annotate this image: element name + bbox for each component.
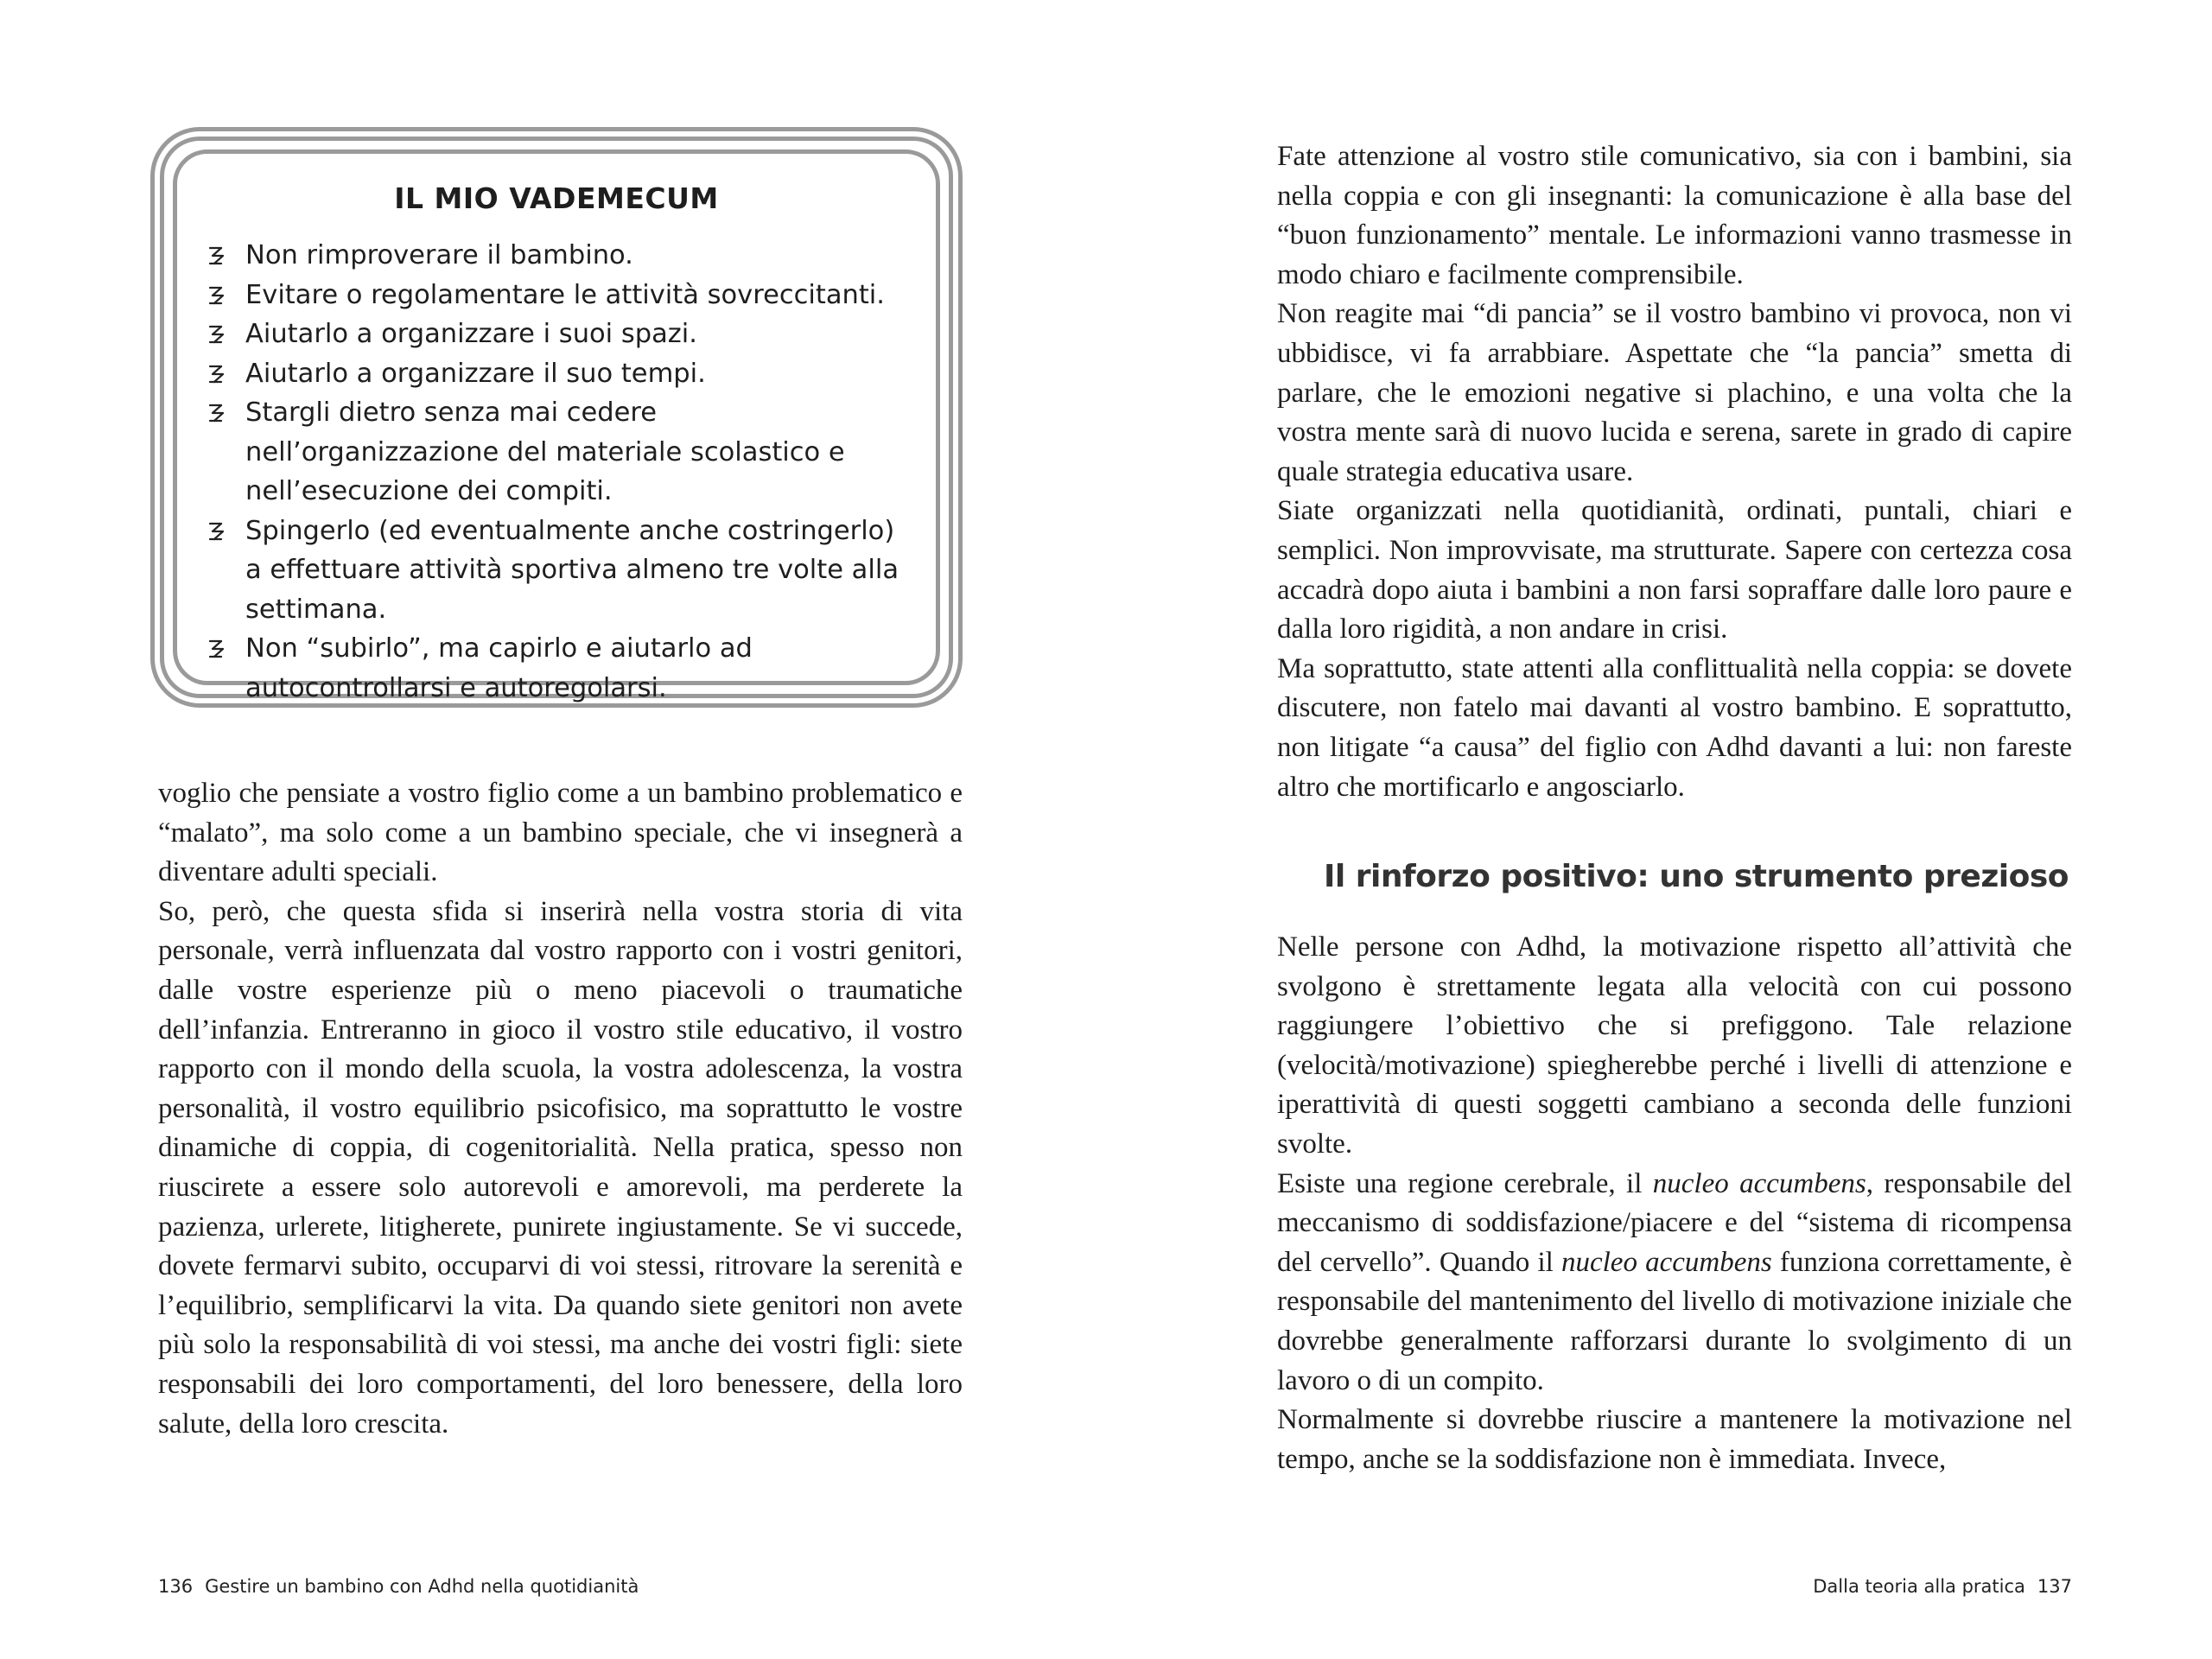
- bolt-arrow-icon: [207, 245, 228, 266]
- vademecum-item-text: Spingerlo (ed eventualmente anche costringerlo) a effettuare attività sportiva almeno tre volte alla settimana.: [245, 515, 899, 625]
- italic-term: nucleo accumbens: [1652, 1167, 1866, 1199]
- paragraph: Siate organizzati nella quotidianità, ordinati, puntali, chiari e semplici. Non improvvisate, ma strutturate. Sapere con certezza cosa accadrà dopo aiuta i bambini a non farsi sopraffare dalle loro paure e dalla loro rigidità, a non andare in crisi.: [1277, 495, 2072, 645]
- text-run: , responsabile del meccanismo di soddisfazione/piacere e del “sistema di ricompensa del cervello”. Quando il: [1277, 1167, 2072, 1278]
- vademecum-item-text: Non “subirlo”, ma capirlo e aiutarlo ad autocontrollarsi e autoregolarsi.: [245, 633, 753, 703]
- right-body-text: [1277, 137, 2072, 807]
- text-run: Esiste una regione cerebrale, il: [1277, 1167, 1653, 1199]
- paragraph: Ma soprattutto, state attenti alla conflittualità nella coppia: se dovete discutere, non fatelo mai davanti al vostro bambino. E soprattutto, non litigate “a causa” del figlio con Adhd davanti a lui: non fareste altro che mortificarlo e angosciarlo.: [1277, 652, 2072, 803]
- paragraph: Normalmente si dovrebbe riuscire a mantenere la motivazione nel tempo, anche se la soddisfazione non è immediata. Invece,: [1277, 1404, 2072, 1475]
- paragraph: So, però, che questa sfida si inserirà nella vostra storia di vita personale, verrà influenzata dal vostro rapporto con i vostri genitori, dalle vostre esperienze più o meno piacevoli o traumatiche dell’infanzia. Entreranno in gioco il vostro stile educativo, il vostro rapporto con il mondo della scuola, la vostra adolescenza, la vostra personalità, il vostro equilibrio psicofisico, ma soprattutto le vostre dinamiche di coppia, di cogenitorialità. Nella pratica, spesso non riuscirete a essere solo autorevoli e amorevoli, ma perderete la pazienza, urlerete, litigherete, punirete ingiustamente. Se vi succede, dovete fermarvi subito, occuparvi di voi stessi, ritrovare la serenità e l’equilibrio, semplificarvi la vita. Da quando siete genitori non avete più solo la responsabilità di voi stessi, ma anche dei vostri figli: siete responsabili dei loro comportamenti, del loro benessere, della loro salute, della loro crescita.: [158, 895, 963, 1440]
- left-footer: [158, 1576, 639, 1597]
- vademecum-item-text: Aiutarlo a organizzare i suoi spazi.: [245, 319, 697, 349]
- vademecum-item-text: Stargli dietro senza mai cedere nell’organizzazione del materiale scolastico e nell’esecuzione dei compiti.: [245, 397, 845, 506]
- bolt-arrow-icon: [207, 521, 228, 542]
- paragraph: [1277, 1165, 2072, 1402]
- bolt-arrow-icon: [207, 285, 228, 306]
- bolt-arrow-icon: [207, 324, 228, 345]
- running-title: Gestire un bambino con Adhd nella quotidianità: [205, 1576, 639, 1597]
- right-section-text: [1277, 928, 2072, 1479]
- vademecum-box: [160, 137, 953, 703]
- right-footer: [1813, 1576, 2072, 1597]
- vademecum-item: [207, 629, 912, 708]
- paragraph: Fate attenzione al vostro stile comunicativo, sia con i bambini, sia nella coppia e con gli insegnanti: la comunicazione è alla base del “buon funzionamento” mentale. Le informazioni vanno trasmesse in modo chiaro e facilmente comprensibile.: [1277, 141, 2072, 290]
- vademecum-list: [207, 236, 912, 708]
- text-run: funziona correttamente, è responsabile del mantenimento del livello di motivazione iniziale che dovrebbe generalmente rafforzarsi durante lo svolgimento di un lavoro o di un compito.: [1277, 1246, 2072, 1396]
- bolt-arrow-icon: [207, 639, 228, 659]
- section-heading: Il rinforzo positivo: uno strumento prezioso: [1324, 859, 2069, 894]
- vademecum-item: [207, 236, 912, 276]
- vademecum-item: [207, 512, 912, 630]
- vademecum-item: [207, 276, 912, 315]
- vademecum-item: [207, 315, 912, 354]
- vademecum-item-text: Aiutarlo a organizzare il suo tempi.: [245, 358, 706, 389]
- right-page: [1106, 0, 2212, 1659]
- paragraph: Non reagite mai “di pancia” se il vostro bambino vi provoca, non vi ubbidisce, vi fa arrabbiare. Aspettate che “la pancia” smetta di parlare, che le emozioni negative si plachino, e una volta che la vostra mente sarà di nuovo lucida e serena, sarete in grado di capire quale strategia educativa usare.: [1277, 298, 2072, 487]
- bolt-arrow-icon: [207, 364, 228, 385]
- left-body-text: [158, 774, 963, 1444]
- vademecum-item: [207, 393, 912, 512]
- page-number: 136: [158, 1576, 194, 1597]
- paragraph: Nelle persone con Adhd, la motivazione rispetto all’attività che svolgono è strettamente legata alla velocità con cui possono raggiungere l’obiettivo che si prefiggono. Tale relazione (velocità/motivazione) spiegherebbe perché i livelli di attenzione e iperattività di questi soggetti cambiano a seconda delle funzioni svolte.: [1277, 931, 2072, 1160]
- vademecum-item-text: Non rimproverare il bambino.: [245, 240, 633, 270]
- vademecum-item: [207, 354, 912, 394]
- paragraph: voglio che pensiate a vostro figlio come a un bambino problematico e “malato”, ma solo come a un bambino speciale, che vi insegnerà a diventare adulti speciali.: [158, 778, 963, 888]
- bolt-arrow-icon: [207, 403, 228, 423]
- italic-term: nucleo accumbens: [1560, 1246, 1772, 1278]
- running-title: Dalla teoria alla pratica: [1813, 1576, 2025, 1597]
- page-number: 137: [2037, 1576, 2072, 1597]
- vademecum-item-text: Evitare o regolamentare le attività sovreccitanti.: [245, 279, 885, 310]
- vademecum-title: IL MIO VADEMECUM: [394, 181, 719, 215]
